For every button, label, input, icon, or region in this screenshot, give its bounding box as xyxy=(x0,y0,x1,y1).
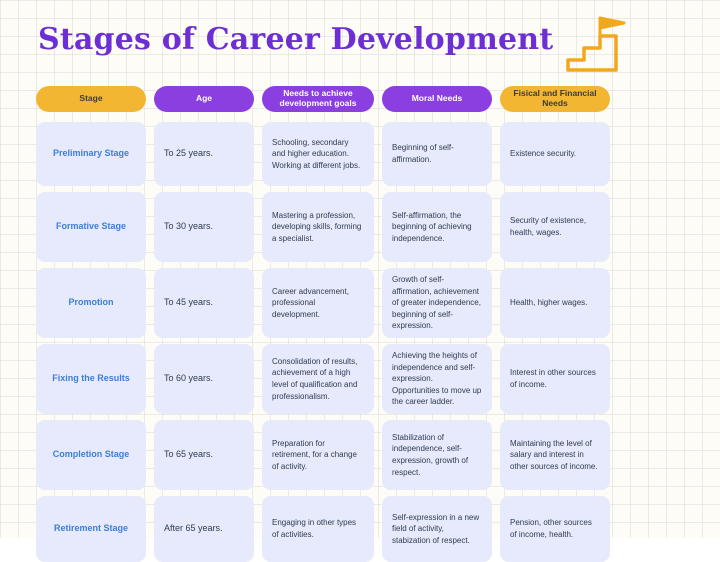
table-row xyxy=(36,420,146,490)
cell-moral: Growth of self-affirmation, achievement of greater independence, beginning of self-expression. xyxy=(392,275,481,331)
cell-development: Preparation for retirement, for a change of activity. xyxy=(272,438,357,471)
cell-development: Mastering a profession, developing skills, forming a specialist. xyxy=(272,210,362,243)
table-row xyxy=(154,496,254,562)
table-row xyxy=(382,344,492,414)
table-row xyxy=(500,192,610,262)
cell-stage: Completion Stage xyxy=(52,449,130,460)
column-header-financial-needs: Fisical and Financial Needs xyxy=(500,86,610,112)
cell-development: Career advancement, professional development. xyxy=(272,286,349,319)
cell-financial: Pension, other sources of income, health. xyxy=(510,518,592,539)
table-row xyxy=(36,122,146,186)
table-row xyxy=(262,122,374,186)
cell-financial: Existence security. xyxy=(510,149,577,159)
cell-financial: Security of existence, health, wages. xyxy=(510,216,587,237)
table-row xyxy=(500,496,610,562)
table-row xyxy=(36,344,146,414)
column-header-stage: Stage xyxy=(36,86,146,112)
cell-age: After 65 years. xyxy=(164,523,223,534)
table-row xyxy=(382,122,492,186)
column-header-development-needs: Needs to achieve development goals xyxy=(262,86,374,112)
cell-financial: Health, higher wages. xyxy=(510,298,588,308)
table-row xyxy=(500,344,610,414)
page-title: Stages of Career Development xyxy=(38,22,554,57)
table-row xyxy=(262,344,374,414)
cell-moral: Stabilization of independence, self-expression, growth of respect. xyxy=(392,432,469,477)
table-row xyxy=(36,496,146,562)
table-row xyxy=(382,268,492,338)
table-row xyxy=(500,122,610,186)
table-row xyxy=(262,496,374,562)
table-row xyxy=(262,420,374,490)
table-column-development-needs xyxy=(262,86,374,562)
table-row xyxy=(262,268,374,338)
cell-stage: Promotion xyxy=(68,297,114,308)
table-row xyxy=(154,268,254,338)
table-column-financial-needs xyxy=(500,86,610,562)
cell-age: To 45 years. xyxy=(164,297,214,308)
cell-moral: Self-expression in a new field of activity, stabization of respect. xyxy=(392,512,480,545)
table-row xyxy=(262,192,374,262)
table-row xyxy=(154,122,254,186)
table-row xyxy=(500,420,610,490)
table-column-stage xyxy=(36,86,146,562)
table-row xyxy=(500,268,610,338)
cell-moral: Self-affirmation, the beginning of achieving independence. xyxy=(392,210,472,243)
table-row xyxy=(36,192,146,262)
column-header-moral-needs: Moral Needs xyxy=(382,86,492,112)
table-row xyxy=(382,192,492,262)
stages-table xyxy=(36,86,686,562)
cell-moral: Achieving the heights of independence and self-expression. Opportunities to move up the career ladder. xyxy=(392,351,482,407)
cell-age: To 30 years. xyxy=(164,221,214,232)
cell-financial: Interest in other sources of income. xyxy=(510,368,596,389)
cell-development: Engaging in other types of activities. xyxy=(272,518,357,539)
column-header-age: Age xyxy=(154,86,254,112)
cell-stage: Preliminary Stage xyxy=(52,148,130,159)
table-row xyxy=(154,344,254,414)
cell-age: To 60 years. xyxy=(164,373,214,384)
table-row xyxy=(154,420,254,490)
cell-age: To 25 years. xyxy=(164,148,214,159)
table-row xyxy=(154,192,254,262)
cell-development: Consolidation of results, achievement of a high level of qualification and professionalism. xyxy=(272,356,358,401)
cell-moral: Beginning of self-affirmation. xyxy=(392,143,454,164)
table-column-moral-needs xyxy=(382,86,492,562)
cell-stage: Retirement Stage xyxy=(53,523,129,534)
table-row xyxy=(382,496,492,562)
cell-stage: Formative Stage xyxy=(55,221,127,232)
table-column-age xyxy=(154,86,254,562)
cell-development: Schooling, secondary and higher education. Working at different jobs. xyxy=(272,137,361,170)
stairs-flag-icon xyxy=(564,14,636,74)
cell-age: To 65 years. xyxy=(164,449,214,460)
cell-stage: Fixing the Results xyxy=(52,373,130,384)
cell-financial: Maintaining the level of salary and interest in other sources of income. xyxy=(510,438,598,471)
table-row xyxy=(36,268,146,338)
table-row xyxy=(382,420,492,490)
